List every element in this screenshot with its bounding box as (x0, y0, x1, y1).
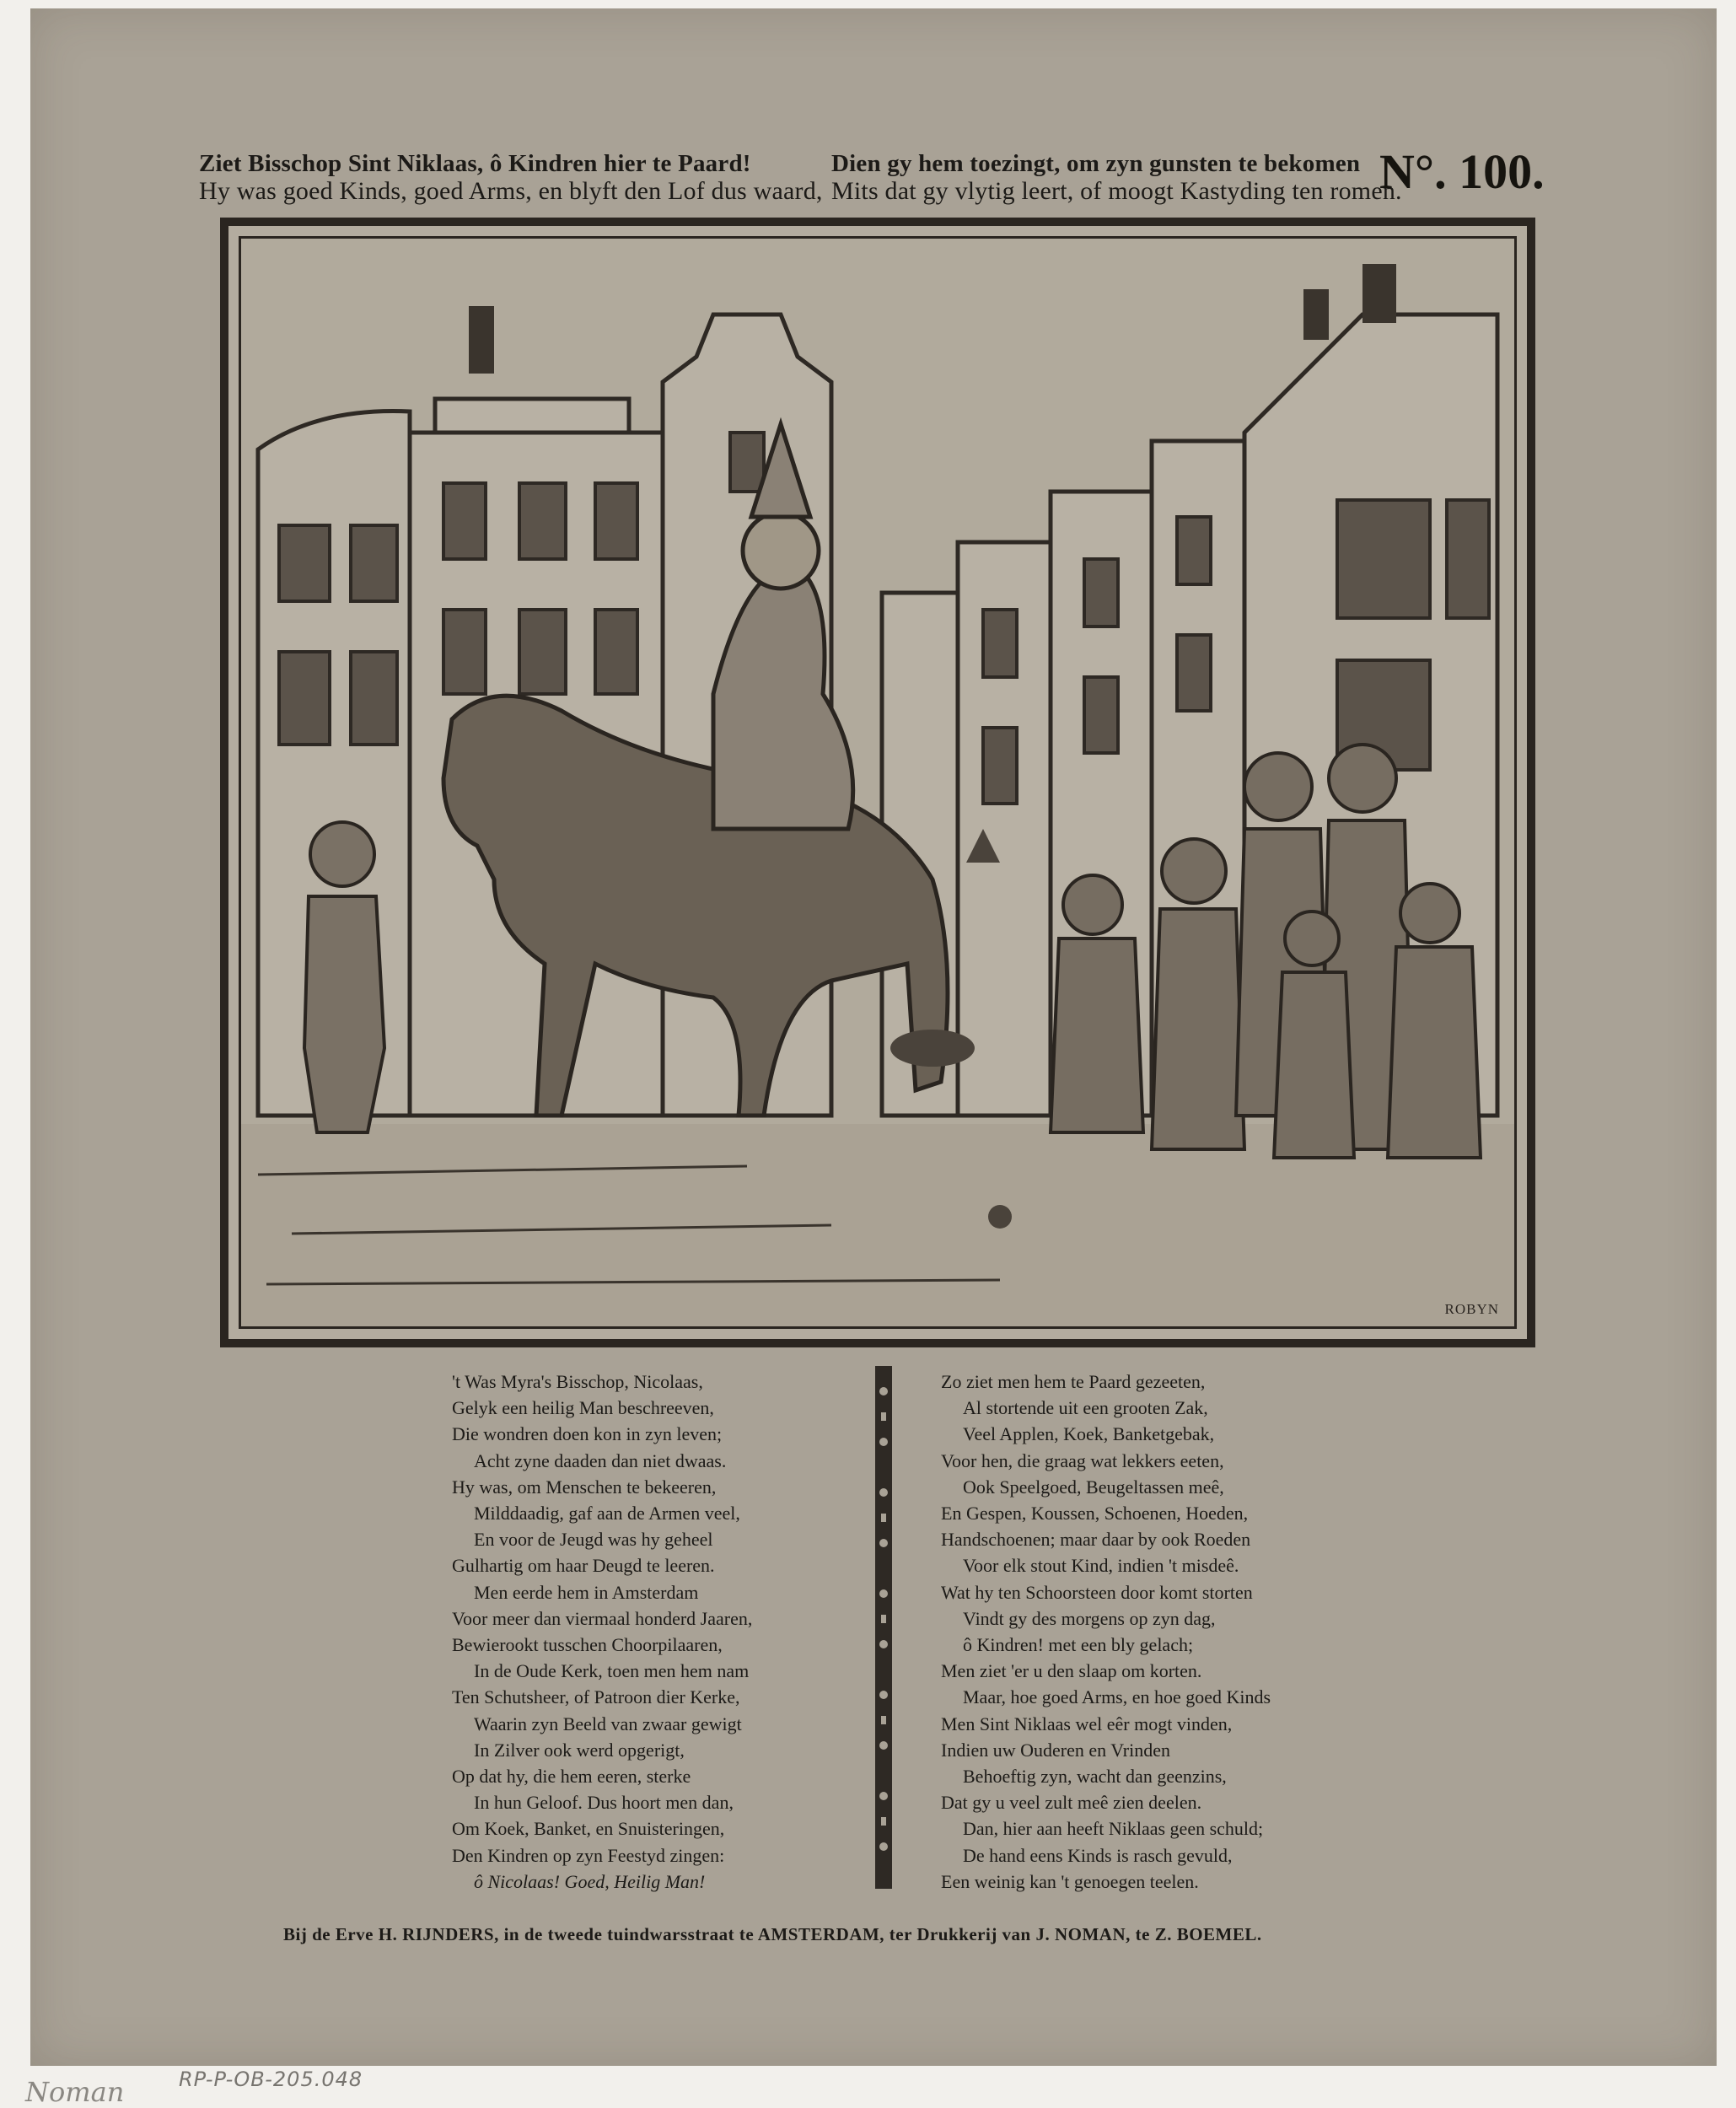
ornament-divider (873, 1366, 894, 1889)
poem-line: Op dat hy, die hem eeren, sterke (452, 1766, 691, 1788)
street-scene-image (241, 239, 1514, 1326)
poem-line: Wat hy ten Schoorsteen door komt storten (941, 1581, 1253, 1603)
poem-line: Behoeftig zyn, wacht dan geenzins, (963, 1766, 1227, 1788)
engraver-signature: ROBYN (1444, 1301, 1499, 1317)
poem-line: Men Sint Niklaas wel eêr mogt vinden, (941, 1713, 1233, 1734)
header-line-1-left: Ziet Bisschop Sint Niklaas, ô Kindren hier te Paard! (199, 150, 751, 177)
poem-line: Milddaadig, gaf aan de Armen veel, (474, 1503, 740, 1525)
poem-line: Voor elk stout Kind, indien 't misdeê. (963, 1555, 1239, 1577)
poem-line: Maar, hoe goed Arms, en hoe goed Kinds (963, 1686, 1271, 1708)
print-number: N°. 100. (1379, 144, 1545, 199)
poem-line: Vindt gy des morgens op zyn dag, (963, 1607, 1216, 1629)
poem-line: Men ziet 'er u den slaap om korten. (941, 1660, 1202, 1682)
poem-line: ô Kindren! met een bly gelach; (963, 1634, 1194, 1656)
poem-line: Ten Schutsheer, of Patroon dier Kerke, (452, 1686, 740, 1708)
publisher-imprint: Bij de Erve H. RIJNDERS, in de tweede tuindwarsstraat te AMSTERDAM, ter Drukkerij van J. NOMAN, te Z. BOEMEL. (283, 1924, 1262, 1944)
poem-line: In Zilver ook werd opgerigt, (474, 1739, 685, 1761)
poem-left-column (452, 1369, 848, 1895)
poem-line: En Gespen, Koussen, Schoenen, Hoeden, (941, 1503, 1249, 1525)
poem-line: Voor meer dan viermaal honderd Jaaren, (452, 1607, 753, 1629)
poem-line: Die wondren doen kon in zyn leven; (452, 1423, 723, 1445)
boy-left (304, 822, 384, 1132)
poem-line: Gulhartig om haar Deugd te leeren. (452, 1555, 715, 1577)
poem-line: Waarin zyn Beeld van zwaar gewigt (474, 1713, 742, 1734)
poem-line: Handschoenen; maar daar by ook Roeden (941, 1529, 1251, 1551)
poem-line: In hun Geloof. Dus hoort men dan, (474, 1792, 734, 1814)
object-number: RP-P-OB-205.048 (179, 2068, 363, 2091)
poem-line: Zo ziet men hem te Paard gezeeten, (941, 1371, 1206, 1392)
poem-line: 't Was Myra's Bisschop, Nicolaas, (452, 1371, 703, 1392)
poem-line: Voor hen, die graag wat lekkers eeten, (941, 1449, 1224, 1471)
poem-line: De hand eens Kinds is rasch gevuld, (963, 1844, 1233, 1866)
poem-line: Ook Speelgoed, Beugeltassen meê, (963, 1476, 1224, 1498)
poem-line: Den Kindren op zyn Feestyd zingen: (452, 1844, 725, 1866)
poem-line: Al stortende uit een grooten Zak, (963, 1397, 1208, 1419)
poem-line: En voor de Jeugd was hy geheel (474, 1529, 713, 1551)
print-sheet (30, 8, 1717, 2066)
poem-line: In de Oude Kerk, toen men hem nam (474, 1660, 750, 1682)
poem-line: Hy was, om Menschen te bekeeren, (452, 1476, 717, 1498)
poem-line: Dat gy u veel zult meê zien deelen. (941, 1792, 1202, 1814)
pencil-annotation-name: Noman (25, 2076, 125, 2108)
poem-line: Acht zyne daaden dan niet dwaas. (474, 1449, 727, 1471)
header-line-2-left: Hy was goed Kinds, goed Arms, en blyft den Lof dus waard, (199, 177, 823, 205)
poem-line: Een weinig kan 't genoegen teelen. (941, 1870, 1199, 1892)
poem-line: Indien uw Ouderen en Vrinden (941, 1739, 1170, 1761)
header-line-1-right: Dien gy hem toezingt, om zyn gunsten te bekomen (831, 150, 1361, 177)
woodcut-frame (220, 218, 1535, 1347)
poem-right-column (941, 1369, 1379, 1895)
poem-line: Veel Applen, Koek, Banketgebak, (963, 1423, 1215, 1445)
woodcut-illustration (239, 236, 1517, 1329)
poem-line: Men eerde hem in Amsterdam (474, 1581, 699, 1603)
poem-line: Bewierookt tusschen Choorpilaaren, (452, 1634, 723, 1656)
poem-line: ô Nicolaas! Goed, Heilig Man! (474, 1870, 706, 1892)
header-line-2-right: Mits dat gy vlytig leert, of moogt Kastyding ten romen. (831, 177, 1402, 205)
poem-line: Om Koek, Banket, en Snuisteringen, (452, 1818, 725, 1840)
poem-line: Gelyk een heilig Man beschreeven, (452, 1397, 714, 1419)
poem-line: Dan, hier aan heeft Niklaas geen schuld; (963, 1818, 1264, 1840)
